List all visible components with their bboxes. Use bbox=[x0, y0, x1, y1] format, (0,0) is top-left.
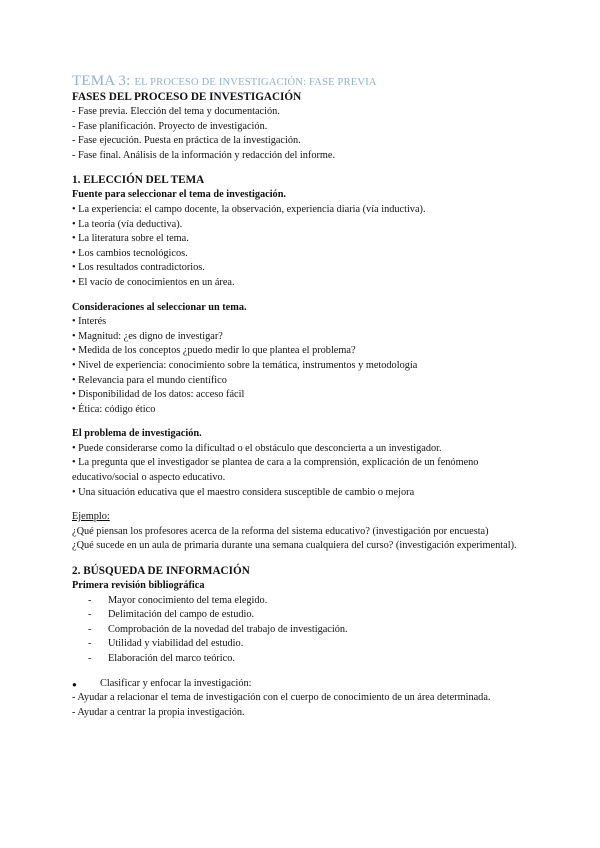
title-subtitle: EL PROCESO DE INVESTIGACIÓN: FASE PREVIA bbox=[134, 77, 377, 88]
consideracion-item: • Relevancia para el mundo científico bbox=[72, 374, 227, 386]
consideracion-item: • Magnitud: ¿es digno de investigar? bbox=[72, 330, 223, 342]
problema-list bbox=[72, 442, 532, 500]
problema-item: educativo/social o aspecto educativo. bbox=[72, 472, 226, 484]
fases-list bbox=[72, 105, 532, 163]
problema-heading: El problema de investigación. bbox=[72, 428, 202, 440]
ejemplo-item: ¿Qué sucede en un aula de primaria durante una semana cualquiera del curso? (investigación experimental). bbox=[72, 540, 517, 552]
dash-marker: - bbox=[88, 653, 92, 664]
fuente-item: • La teoría (vía deductiva). bbox=[72, 218, 183, 230]
ayudas-list bbox=[72, 691, 532, 720]
revision-item-text: Elaboración del marco teórico. bbox=[108, 653, 235, 664]
ayuda-item: - Ayudar a centrar la propia investigación. bbox=[72, 706, 245, 718]
fuente-item: • Los resultados contradictorios. bbox=[72, 262, 205, 274]
revision-item bbox=[88, 652, 532, 667]
dash-marker: - bbox=[88, 638, 92, 650]
bullet-icon: ● bbox=[72, 679, 77, 689]
revision-item-text: Utilidad y viabilidad del estudio. bbox=[108, 638, 244, 650]
fases-item: - Fase ejecución. Puesta en práctica de la investigación. bbox=[72, 135, 301, 147]
page-title bbox=[72, 72, 532, 90]
fases-item: - Fase previa. Elección del tema y documentación. bbox=[72, 106, 280, 117]
revision-list bbox=[72, 594, 532, 667]
document-page bbox=[72, 72, 532, 720]
ejemplo-list bbox=[72, 525, 532, 554]
fases-item: - Fase planificación. Proyecto de investigación. bbox=[72, 120, 268, 132]
consideraciones-heading: Consideraciones al seleccionar un tema. bbox=[72, 301, 247, 313]
fuente-heading: Fuente para seleccionar el tema de investigación. bbox=[72, 189, 287, 201]
dash-marker: - bbox=[88, 623, 92, 635]
consideracion-item: • Nivel de experiencia: conocimiento sobre la temática, instrumentos y metodología bbox=[72, 359, 418, 371]
fases-heading: FASES DEL PROCESO DE INVESTIGACIÓN bbox=[72, 91, 302, 103]
clasificar-item bbox=[72, 677, 532, 692]
fuente-list bbox=[72, 203, 532, 291]
revision-item bbox=[88, 594, 532, 609]
problema-item: • Puede considerarse como la dificultad o el obstáculo que desconcierta a un investigador. bbox=[72, 442, 442, 454]
problema-item: • Una situación educativa que el maestro considera susceptible de cambio o mejora bbox=[72, 486, 415, 498]
revision-item-text: Comprobación de la novedad del trabajo de investigación. bbox=[108, 623, 348, 635]
fuente-item: • La experiencia: el campo docente, la observación, experiencia diaria (vía inductiva). bbox=[72, 203, 426, 215]
consideraciones-list bbox=[72, 315, 532, 417]
busqueda-heading: 2. BÚSQUEDA DE INFORMACIÓN bbox=[72, 565, 250, 578]
ayuda-item: - Ayudar a relacionar el tema de investigación con el cuerpo de conocimiento de un área determinada. bbox=[72, 692, 491, 704]
fuente-item: • La literatura sobre el tema. bbox=[72, 233, 189, 245]
fuente-item: • El vacío de conocimientos en un área. bbox=[72, 276, 235, 288]
consideracion-item: • Interés bbox=[72, 316, 107, 328]
problema-item: • La pregunta que el investigador se plantea de cara a la comprensión, explicación de un fenómeno bbox=[72, 457, 479, 469]
eleccion-heading: 1. ELECCIÓN DEL TEMA bbox=[72, 174, 205, 187]
clasificar-text: Clasificar y enfocar la investigación: bbox=[100, 677, 252, 689]
revision-item-text: Mayor conocimiento del tema elegido. bbox=[108, 594, 268, 606]
revision-item-text: Delimitación del campo de estudio. bbox=[108, 609, 255, 621]
ejemplo-heading: Ejemplo: bbox=[72, 511, 110, 523]
fuente-item: • Los cambios tecnológicos. bbox=[72, 247, 188, 259]
consideracion-item: • Disponibilidad de los datos: acceso fácil bbox=[72, 389, 245, 401]
revision-item bbox=[88, 637, 532, 652]
revision-item bbox=[88, 623, 532, 638]
dash-marker: - bbox=[88, 609, 92, 621]
revision-heading: Primera revisión bibliográfica bbox=[72, 580, 205, 592]
title-tema: TEMA 3: bbox=[72, 73, 131, 89]
consideracion-item: • Ética: código ético bbox=[72, 403, 156, 415]
dash-marker: - bbox=[88, 594, 92, 606]
revision-item bbox=[88, 608, 532, 623]
ejemplo-item: ¿Qué piensan los profesores acerca de la reforma del sistema educativo? (investigación por encuesta) bbox=[72, 525, 489, 537]
consideracion-item: • Medida de los conceptos ¿puedo medir lo que plantea el problema? bbox=[72, 345, 356, 357]
fases-item: - Fase final. Análisis de la información y redacción del informe. bbox=[72, 149, 336, 161]
